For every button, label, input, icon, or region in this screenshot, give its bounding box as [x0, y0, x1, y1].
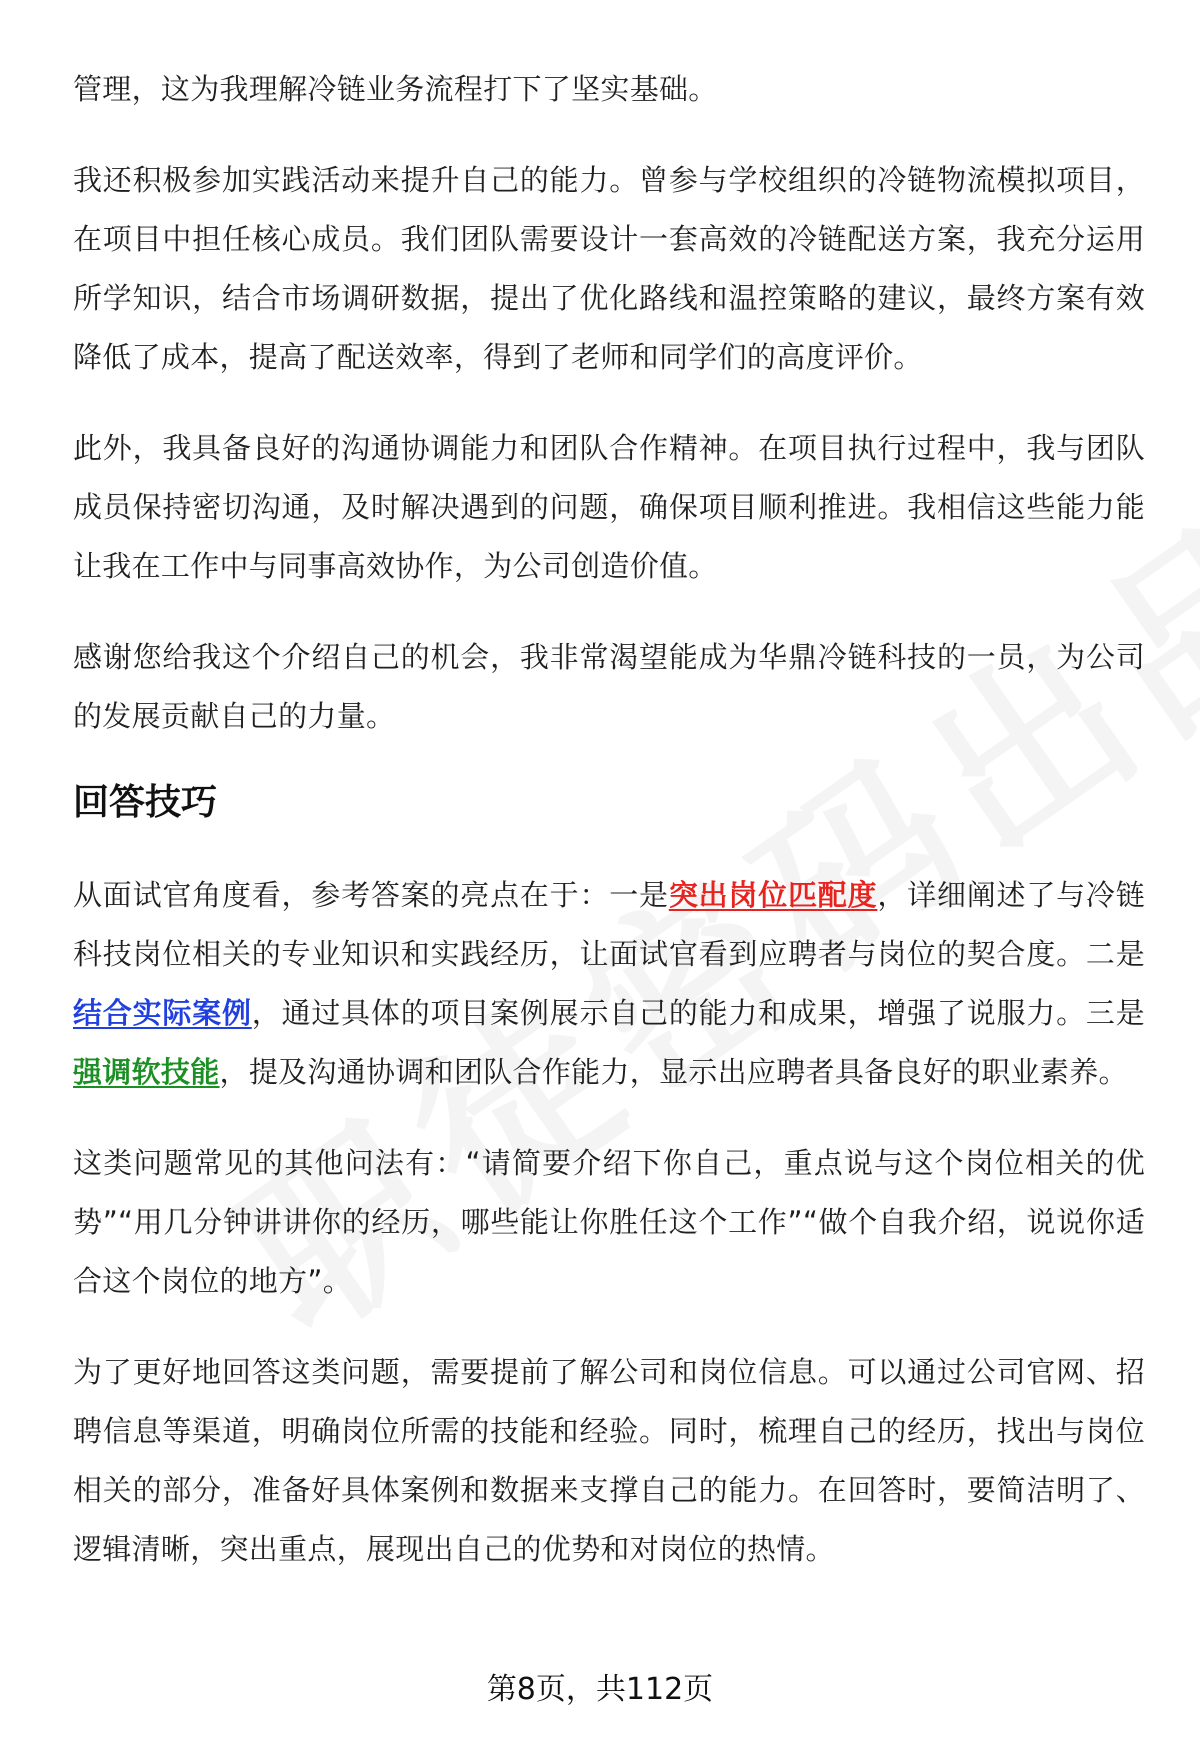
- page-number-footer: 第8页，共112页: [486, 1672, 714, 1707]
- paragraph-communication: 此外，我具备良好的沟通协调能力和团队合作精神。在项目执行过程中，我与团队成员保持密切沟通，及时解决遇到的问题，确保项目顺利推进。我相信这些能力能让我在工作中与同事高效协作，为公司创造价值。: [73, 431, 1145, 583]
- highlight-job-match: 突出岗位匹配度: [668, 878, 878, 912]
- highlight-real-cases: 结合实际案例: [73, 996, 252, 1030]
- tips-text-4: ，提及沟通协调和团队合作能力，显示出应聘者具备良好的职业素养。: [219, 1055, 1128, 1089]
- tips-text-2: ，详细阐述了与冷链科技岗位相关的专业知识和实践经历，让面试官看到应聘者与岗位的契合度。二是: [73, 878, 1146, 971]
- tips-text-1: 从面试官角度看，参考答案的亮点在于：一是: [73, 878, 669, 912]
- section-title: 回答技巧: [73, 782, 218, 823]
- paragraph-other-questions: 这类问题常见的其他问法有：“请简要介绍下你自己，重点说与这个岗位相关的优势”“用几分钟讲讲你的经历，哪些能让你胜任这个工作”“做个自我介绍，说说你适合这个岗位的地方”。: [73, 1146, 1145, 1298]
- tips-text-3: ，通过具体的项目案例展示自己的能力和成果，增强了说服力。三是: [251, 996, 1145, 1030]
- paragraph-thanks: 感谢您给我这个介绍自己的机会，我非常渴望能成为华鼎冷链科技的一员，为公司的发展贡献自己的力量。: [73, 640, 1145, 733]
- paragraph-practice: 我还积极参加实践活动来提升自己的能力。曾参与学校组织的冷链物流模拟项目，在项目中担任核心成员。我们团队需要设计一套高效的冷链配送方案，我充分运用所学知识，结合市场调研数据，提出了优化路线和温控策略的建议，最终方案有效降低了成本，提高了配送效率，得到了老师和同学们的高度评价。: [73, 163, 1145, 374]
- paragraph-tips: [73, 866, 1145, 1102]
- page-content: [73, 60, 1145, 1611]
- highlight-soft-skills: 强调软技能: [73, 1055, 220, 1089]
- paragraph-preparation: 为了更好地回答这类问题，需要提前了解公司和岗位信息。可以通过公司官网、招聘信息等渠道，明确岗位所需的技能和经验。同时，梳理自己的经历，找出与岗位相关的部分，准备好具体案例和数据来支撑自己的能力。在回答时，要简洁明了、逻辑清晰，突出重点，展现出自己的优势和对岗位的热情。: [73, 1355, 1145, 1566]
- paragraph-continuation: 管理，这为我理解冷链业务流程打下了坚实基础。: [73, 72, 718, 106]
